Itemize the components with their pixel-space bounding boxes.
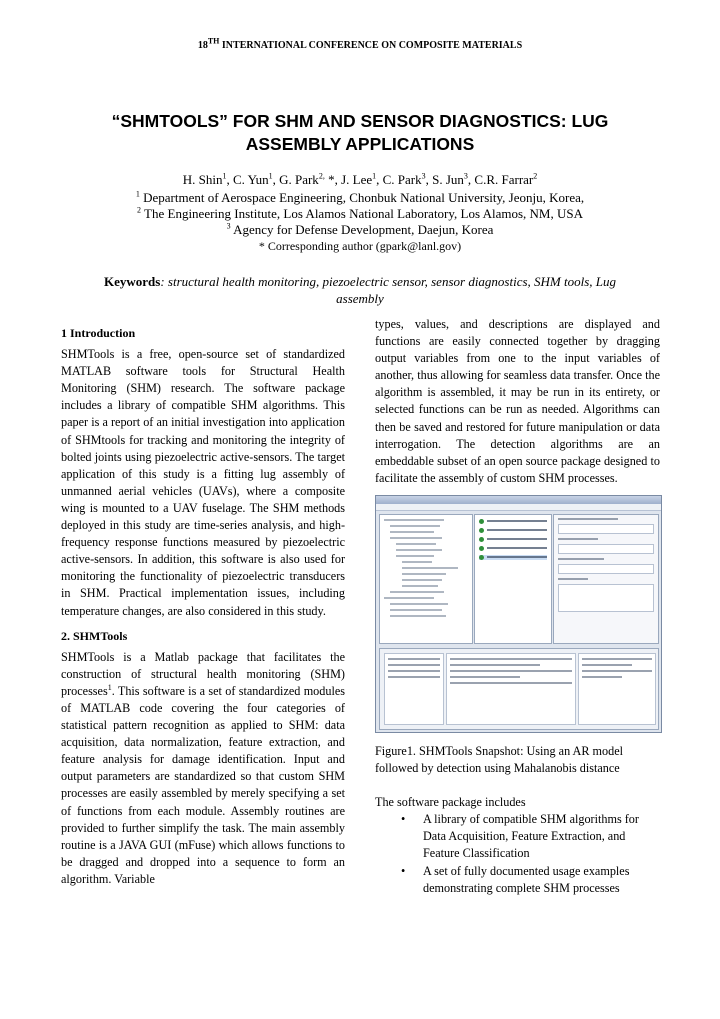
author-list [40, 172, 680, 188]
corresponding-author: * Corresponding author (gpark@lanl.gov) [258, 239, 462, 253]
author-name: , G. Park [272, 172, 319, 187]
author-affil: 1 [268, 171, 273, 181]
right-column [375, 316, 660, 897]
paper-title [60, 110, 660, 156]
intro-paragraph: SHMTools is a free, open-source set of standardized MATLAB software tools for Structural Health Monitoring (SHM) research. The software package includes a library of compatible SHM algorithms. This paper is a report of an initial investigation into application of SHMtools for tracking and monitoring the integrity of bolted joints using piezoelectric active-sensors. The target application of this study is a fitting lug assembly of unmanned aerial vehicles (UAVs), where a composite wing is mounted to a UAV fuselage. The SHM methods deployed in this study are time-series analysis, and high-frequency response functions measured by piezoelectric active-sensors. In addition, this software is also used for monitoring the functionality of piezoelectric transducers in SHM. Practical implementation issues, including temperature changes, are also considered in this study. [61, 347, 345, 618]
author-name: *, J. Lee [324, 172, 373, 187]
figure-sequence-pane [474, 514, 552, 644]
author-affil: 1 [372, 171, 377, 181]
package-intro: The software package includes [375, 795, 526, 810]
affil-sup: 1 [135, 189, 140, 199]
author-affil: 3 [463, 171, 468, 181]
figure-description-pane [379, 648, 659, 730]
title-line-2: ASSEMBLY APPLICATIONS [245, 134, 475, 154]
keywords-label: Keywords [103, 274, 161, 289]
affil-sup: 2 [137, 205, 142, 215]
citation-sup: 1 [107, 682, 112, 692]
author-name: , C.R. Farrar [467, 172, 534, 187]
package-bullet-list [375, 811, 660, 896]
figure-window-menubar [376, 504, 661, 511]
keywords [80, 273, 640, 307]
affil-sup: 3 [226, 221, 231, 231]
author-affil: 2, [318, 171, 325, 181]
keywords-text: : structural health monitoring, piezoelectric sensor, sensor diagnostics, SHM tools, Lug assembly [160, 274, 617, 306]
figure-parameters-pane [553, 514, 659, 644]
figure-caption: Figure1. SHMTools Snapshot: Using an AR model followed by detection using Mahalanobis distance [375, 743, 623, 776]
continuation-paragraph: types, values, and descriptions are displayed and functions are easily connected together by dragging output variables from one to the input variables of another, thus allowing for seamless data transfer. Once the algorithm is assembled, it may be run in its entirety, or selected functions can be run as needed. Algorithms can then be saved and restored for future manipulation or data interrogation. The detection algorithms are an embeddable subset of an open source package designed to facilitate the assembly of custom SHM processes. [375, 317, 660, 485]
conference-header [0, 36, 720, 51]
author-name: , C. Park [376, 172, 422, 187]
header-prefix: 18 [197, 40, 208, 51]
header-sup: TH [207, 36, 220, 46]
bullet-item: • A set of fully documented usage examples demonstrating complete SHM processes [375, 863, 660, 897]
affiliation-line [40, 206, 680, 222]
author-affil: 2 [533, 171, 538, 181]
shmtools-paragraph [61, 649, 345, 888]
affiliation-line [40, 222, 680, 238]
shmtools-text-a: SHMTools is a Matlab package that facilitates the construction of structural health monitoring (SHM) processes [61, 649, 345, 698]
author-affil: 3 [421, 171, 426, 181]
affil-text: The Engineering Institute, Los Alamos National Laboratory, Los Alamos, NM, USA [141, 206, 583, 221]
shmtools-screenshot-figure [375, 495, 662, 733]
shmtools-text-b: . This software is a set of standardized modules of MATLAB code covering the four categories of statistical pattern recognition as applied to SHM: data acquisition, data normalization, feature extraction, and feature analysis for damage identification. Input and output parameters are standardized so that custom SHM processes are easily assembled by merely specifying a set of functions from each module. Assembly routines are provided to further simplify the task. The main assembly routine is a JAVA GUI (mFuse) which allows functions to be dragged and dropped into a sequence to form an algorithm. Variable [61, 683, 345, 886]
title-line-1: “SHMTOOLS” FOR SHM AND SENSOR DIAGNOSTICS: LUG [111, 111, 609, 131]
left-column [61, 316, 345, 888]
affil-text: Agency for Defense Development, Daejun, Korea [230, 222, 494, 237]
author-name: , C. Yun [226, 172, 269, 187]
section-heading-introduction: 1 Introduction [61, 326, 136, 340]
affiliation-list [40, 190, 680, 254]
bullet-item: • A library of compatible SHM algorithms for Data Acquisition, Feature Extraction, and Feature Classification [375, 811, 660, 862]
header-rest: INTERNATIONAL CONFERENCE ON COMPOSITE MATERIALS [219, 40, 523, 51]
section-heading-shmtools: 2. SHMTools [61, 628, 128, 643]
author-name: , S. Jun [425, 172, 464, 187]
affil-text: Department of Aerospace Engineering, Chonbuk National University, Jeonju, Korea, [139, 190, 585, 205]
author-affil: 1 [222, 171, 227, 181]
affiliation-line [40, 190, 680, 206]
figure-window-titlebar [376, 496, 661, 504]
figure-module-tree-pane [379, 514, 473, 644]
author-name: H. Shin [182, 172, 223, 187]
